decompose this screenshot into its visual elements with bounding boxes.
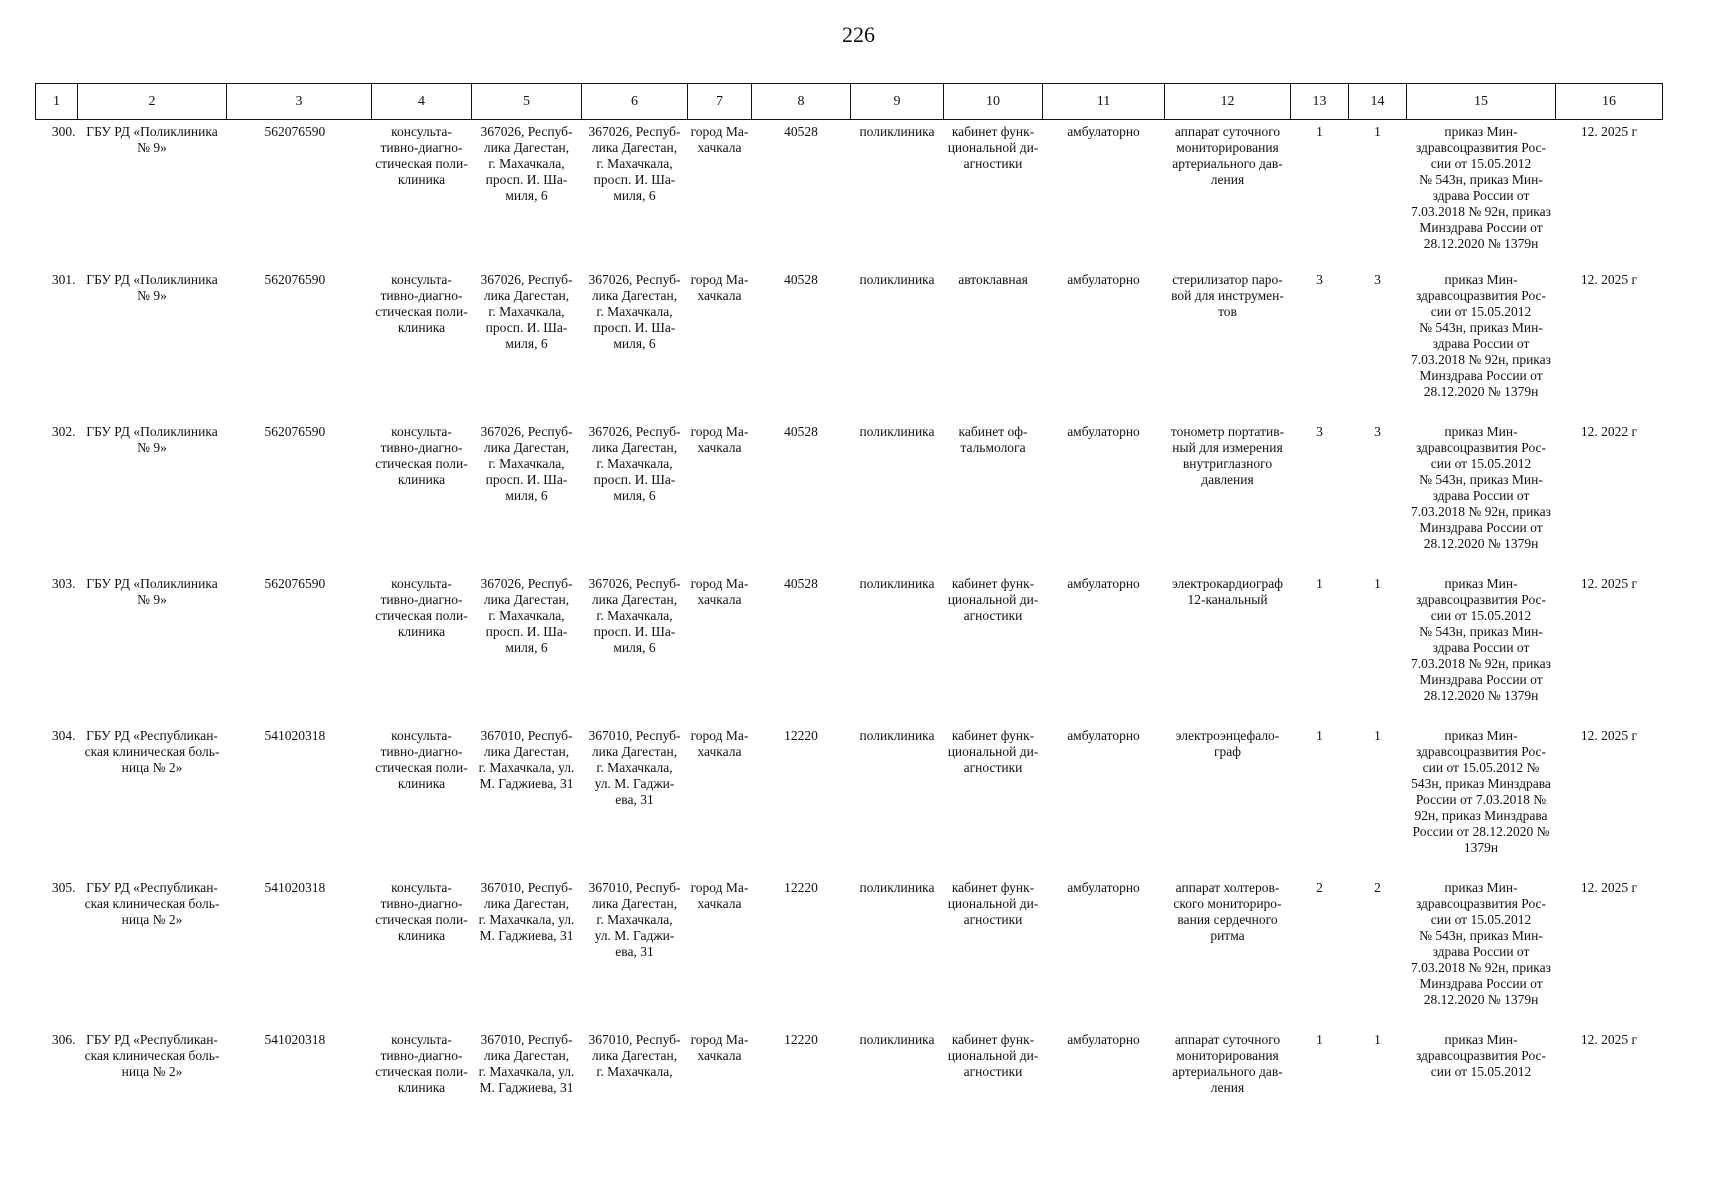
care-mode-cell: амбулаторно xyxy=(1067,1031,1140,1047)
code-cell: 562076590 xyxy=(264,575,326,591)
legal-address-cell: 367010, Респуб- лика Дагестан, г. Махачкала, ул. М. Гаджиева, 31 xyxy=(478,727,575,791)
deadline-cell: 12. 2025 г xyxy=(1580,879,1638,895)
institution-type-cell: консульта- тивно-диагно- стическая поли- клиника xyxy=(375,423,468,487)
row-number-cell: 303. xyxy=(51,575,76,591)
facility-kind-cell: поликлиника xyxy=(859,1031,935,1047)
care-mode-cell: амбулаторно xyxy=(1067,423,1140,439)
actual-address-cell: 367026, Респуб- лика Дагестан, г. Махачкала, просп. И. Ша- миля, 6 xyxy=(588,575,681,655)
column-header: 9 xyxy=(851,84,944,120)
row-number-cell: 305. xyxy=(51,879,76,895)
deadline-cell: 12. 2022 г xyxy=(1580,423,1638,439)
institution-type-cell: консульта- тивно-диагно- стическая поли- клиника xyxy=(375,727,468,791)
required-quantity-cell: 3 xyxy=(1316,271,1323,287)
care-mode-cell: амбулаторно xyxy=(1067,727,1140,743)
department-cell: кабинет функ- циональной ди- агностики xyxy=(947,575,1039,623)
planned-quantity-cell: 3 xyxy=(1374,423,1381,439)
required-quantity-cell: 1 xyxy=(1316,575,1323,591)
facility-kind-cell: поликлиника xyxy=(859,124,935,139)
column-number-row xyxy=(36,84,1663,120)
organization-cell: ГБУ РД «Поликлиника № 9» xyxy=(86,271,218,303)
planned-quantity-cell: 1 xyxy=(1374,575,1381,591)
table-row xyxy=(36,120,1663,272)
city-cell: город Ма- хачкала xyxy=(690,271,749,303)
table-row xyxy=(36,880,1663,1032)
department-cell: кабинет функ- циональной ди- агностики xyxy=(947,879,1039,927)
department-cell: автоклавная xyxy=(958,271,1028,287)
city-cell: город Ма- хачкала xyxy=(690,879,749,911)
actual-address-cell: 367010, Респуб- лика Дагестан, г. Махачкала, xyxy=(588,1031,681,1079)
population-cell: 40528 xyxy=(784,271,818,287)
required-quantity-cell: 1 xyxy=(1316,727,1323,743)
legal-address-cell: 367026, Респуб- лика Дагестан, г. Махачкала, просп. И. Ша- миля, 6 xyxy=(480,271,573,351)
column-header: 12 xyxy=(1165,84,1291,120)
row-number-cell: 302. xyxy=(51,423,76,439)
required-quantity-cell: 1 xyxy=(1316,1031,1323,1047)
equipment-cell: тонометр портатив- ный для измерения внутриглазного давления xyxy=(1170,423,1285,487)
organization-cell: ГБУ РД «Поликлиника № 9» xyxy=(86,423,218,455)
row-number-cell: 300. xyxy=(51,124,76,139)
legal-basis-cell: приказ Мин- здравсоцразвития Рос- сии от 15.05.2012 № 543н, приказ Минздрава России от 7.03.2018 № 92н, приказ Минздрава России от 28.12.2020 № 1379н xyxy=(1411,727,1551,855)
code-cell: 562076590 xyxy=(264,423,326,439)
institution-type-cell: консульта- тивно-диагно- стическая поли- клиника xyxy=(375,1031,468,1095)
column-header: 6 xyxy=(582,84,688,120)
organization-cell: ГБУ РД «Республикан- ская клиническая боль- ница № 2» xyxy=(84,1031,220,1079)
population-cell: 12220 xyxy=(784,879,818,895)
table-row xyxy=(36,272,1663,424)
institution-type-cell: консульта- тивно-диагно- стическая поли- клиника xyxy=(375,124,468,187)
code-cell: 541020318 xyxy=(264,1031,326,1047)
organization-cell: ГБУ РД «Республикан- ская клиническая боль- ница № 2» xyxy=(84,727,220,775)
care-mode-cell: амбулаторно xyxy=(1067,575,1140,591)
legal-basis-cell: приказ Мин- здравсоцразвития Рос- сии от 15.05.2012 № 543н, приказ Мин- здрава России от 7.03.2018 № 92н, приказ Минздрава России от 28.12.2020 № 1379н xyxy=(1411,423,1551,551)
column-header: 2 xyxy=(78,84,227,120)
equipment-table xyxy=(35,83,1663,1142)
column-header: 8 xyxy=(752,84,851,120)
planned-quantity-cell: 1 xyxy=(1374,1031,1381,1047)
deadline-cell: 12. 2025 г xyxy=(1580,575,1638,591)
code-cell: 541020318 xyxy=(264,727,326,743)
table-row xyxy=(36,576,1663,728)
department-cell: кабинет функ- циональной ди- агностики xyxy=(947,124,1039,171)
facility-kind-cell: поликлиника xyxy=(859,727,935,743)
column-header: 10 xyxy=(944,84,1043,120)
facility-kind-cell: поликлиника xyxy=(859,423,935,439)
column-header: 4 xyxy=(372,84,472,120)
city-cell: город Ма- хачкала xyxy=(690,124,749,155)
equipment-cell: электрокардиограф 12-канальный xyxy=(1171,575,1283,607)
required-quantity-cell: 2 xyxy=(1316,879,1323,895)
department-cell: кабинет функ- циональной ди- агностики xyxy=(947,1031,1039,1079)
city-cell: город Ма- хачкала xyxy=(690,1031,749,1063)
table-row xyxy=(36,424,1663,576)
code-cell: 541020318 xyxy=(264,879,326,895)
row-number-cell: 301. xyxy=(51,271,76,287)
table-row xyxy=(36,1032,1663,1142)
column-header: 3 xyxy=(227,84,372,120)
column-header: 1 xyxy=(36,84,78,120)
legal-address-cell: 367026, Респуб- лика Дагестан, г. Махачкала, просп. И. Ша- миля, 6 xyxy=(480,575,573,655)
column-header: 7 xyxy=(688,84,752,120)
legal-address-cell: 367026, Респуб- лика Дагестан, г. Махачкала, просп. И. Ша- миля, 6 xyxy=(480,124,573,203)
planned-quantity-cell: 1 xyxy=(1374,727,1381,743)
legal-address-cell: 367010, Респуб- лика Дагестан, г. Махачкала, ул. М. Гаджиева, 31 xyxy=(478,879,575,943)
city-cell: город Ма- хачкала xyxy=(690,727,749,759)
required-quantity-cell: 1 xyxy=(1316,124,1323,139)
legal-basis-cell: приказ Мин- здравсоцразвития Рос- сии от 15.05.2012 № 543н, приказ Мин- здрава России от 7.03.2018 № 92н, приказ Минздрава России от 28.12.2020 № 1379н xyxy=(1411,575,1551,703)
code-cell: 562076590 xyxy=(264,271,326,287)
institution-type-cell: консульта- тивно-диагно- стическая поли- клиника xyxy=(375,271,468,335)
row-number-cell: 306. xyxy=(51,1031,76,1047)
population-cell: 40528 xyxy=(784,423,818,439)
actual-address-cell: 367026, Респуб- лика Дагестан, г. Махачкала, просп. И. Ша- миля, 6 xyxy=(588,423,681,503)
organization-cell: ГБУ РД «Республикан- ская клиническая боль- ница № 2» xyxy=(84,879,220,927)
equipment-cell: аппарат суточного мониторирования артериального дав- ления xyxy=(1172,124,1283,187)
equipment-cell: аппарат холтеров- ского мониториро- вания сердечного ритма xyxy=(1173,879,1282,943)
institution-type-cell: консульта- тивно-диагно- стическая поли- клиника xyxy=(375,879,468,943)
care-mode-cell: амбулаторно xyxy=(1067,271,1140,287)
actual-address-cell: 367026, Респуб- лика Дагестан, г. Махачкала, просп. И. Ша- миля, 6 xyxy=(588,124,681,203)
organization-cell: ГБУ РД «Поликлиника № 9» xyxy=(86,124,218,155)
deadline-cell: 12. 2025 г xyxy=(1580,124,1638,139)
column-header: 13 xyxy=(1291,84,1349,120)
department-cell: кабинет функ- циональной ди- агностики xyxy=(947,727,1039,775)
facility-kind-cell: поликлиника xyxy=(859,879,935,895)
column-header: 15 xyxy=(1407,84,1556,120)
care-mode-cell: амбулаторно xyxy=(1067,879,1140,895)
facility-kind-cell: поликлиника xyxy=(859,271,935,287)
column-header: 5 xyxy=(472,84,582,120)
column-header: 11 xyxy=(1043,84,1165,120)
population-cell: 12220 xyxy=(784,727,818,743)
facility-kind-cell: поликлиника xyxy=(859,575,935,591)
page-number: 226 xyxy=(842,22,875,47)
required-quantity-cell: 3 xyxy=(1316,423,1323,439)
column-header: 14 xyxy=(1349,84,1407,120)
equipment-cell: электроэнцефало- граф xyxy=(1175,727,1280,759)
legal-basis-cell: приказ Мин- здравсоцразвития Рос- сии от 15.05.2012 № 543н, приказ Мин- здрава России от 7.03.2018 № 92н, приказ Минздрава России от 28.12.2020 № 1379н xyxy=(1411,879,1551,1007)
deadline-cell: 12. 2025 г xyxy=(1580,1031,1638,1047)
table-row xyxy=(36,728,1663,880)
legal-address-cell: 367026, Респуб- лика Дагестан, г. Махачкала, просп. И. Ша- миля, 6 xyxy=(480,423,573,503)
actual-address-cell: 367026, Респуб- лика Дагестан, г. Махачкала, просп. И. Ша- миля, 6 xyxy=(588,271,681,351)
planned-quantity-cell: 3 xyxy=(1374,271,1381,287)
department-cell: кабинет оф- тальмолога xyxy=(958,423,1028,455)
institution-type-cell: консульта- тивно-диагно- стическая поли- клиника xyxy=(375,575,468,639)
city-cell: город Ма- хачкала xyxy=(690,423,749,455)
organization-cell: ГБУ РД «Поликлиника № 9» xyxy=(86,575,218,607)
legal-basis-cell: приказ Мин- здравсоцразвития Рос- сии от 15.05.2012 № 543н, приказ Мин- здрава России от 7.03.2018 № 92н, приказ Минздрава России от 28.12.2020 № 1379н xyxy=(1411,124,1551,251)
planned-quantity-cell: 2 xyxy=(1374,879,1381,895)
care-mode-cell: амбулаторно xyxy=(1067,124,1140,139)
actual-address-cell: 367010, Респуб- лика Дагестан, г. Махачкала, ул. М. Гаджи- ева, 31 xyxy=(588,727,681,807)
table-body xyxy=(36,120,1663,1142)
city-cell: город Ма- хачкала xyxy=(690,575,749,607)
deadline-cell: 12. 2025 г xyxy=(1580,727,1638,743)
planned-quantity-cell: 1 xyxy=(1374,124,1381,139)
legal-basis-cell: приказ Мин- здравсоцразвития Рос- сии от 15.05.2012 xyxy=(1415,1031,1547,1079)
equipment-cell: аппарат суточного мониторирования артериального дав- ления xyxy=(1172,1031,1283,1095)
actual-address-cell: 367010, Респуб- лика Дагестан, г. Махачкала, ул. М. Гаджи- ева, 31 xyxy=(588,879,681,959)
legal-basis-cell: приказ Мин- здравсоцразвития Рос- сии от 15.05.2012 № 543н, приказ Мин- здрава России от 7.03.2018 № 92н, приказ Минздрава России от 28.12.2020 № 1379н xyxy=(1411,271,1551,399)
code-cell: 562076590 xyxy=(264,124,326,139)
legal-address-cell: 367010, Респуб- лика Дагестан, г. Махачкала, ул. М. Гаджиева, 31 xyxy=(478,1031,575,1095)
column-header: 16 xyxy=(1556,84,1663,120)
equipment-cell: стерилизатор паро- вой для инструмен- тов xyxy=(1171,271,1284,319)
population-cell: 40528 xyxy=(784,575,818,591)
row-number-cell: 304. xyxy=(51,727,76,743)
population-cell: 40528 xyxy=(784,124,818,139)
deadline-cell: 12. 2025 г xyxy=(1580,271,1638,287)
population-cell: 12220 xyxy=(784,1031,818,1047)
